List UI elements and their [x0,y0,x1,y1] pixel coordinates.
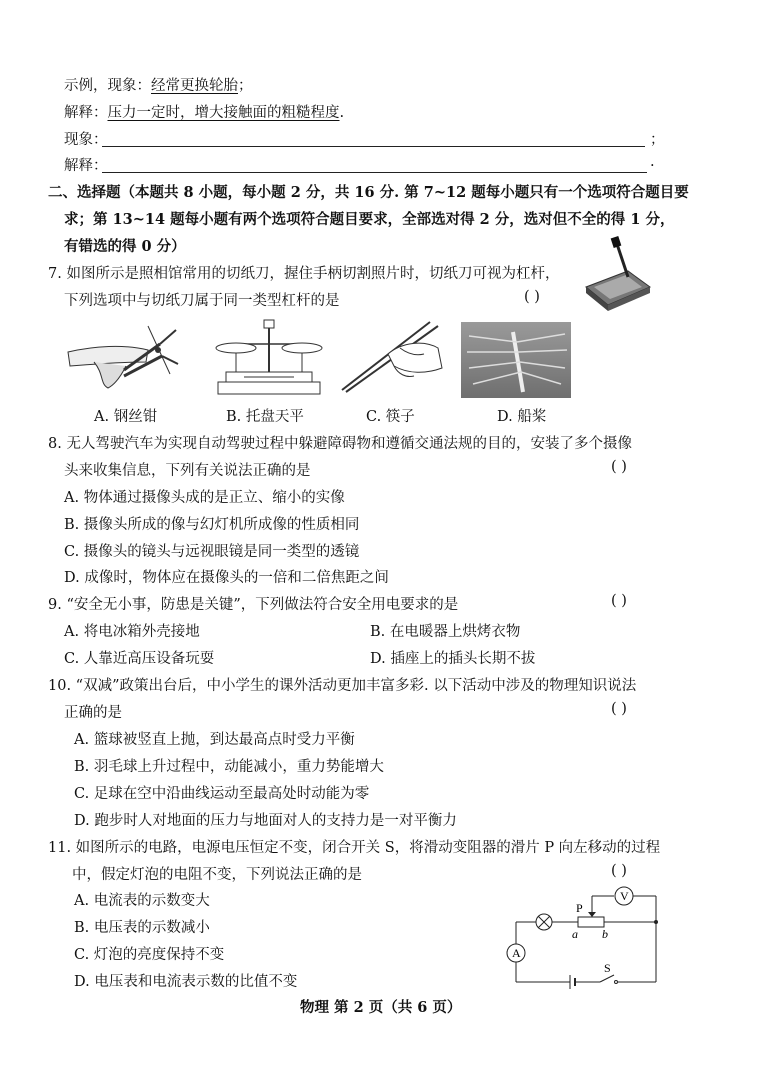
blank-explanation-line[interactable] [102,172,647,173]
q7-option-a[interactable]: A. 钢丝钳 [94,409,158,425]
q7-option-b[interactable]: B. 托盘天平 [226,409,304,425]
slider-p-label: P [576,901,583,915]
q8-option-a[interactable]: A. 物体通过摄像头成的是正立、缩小的实像 [64,490,345,506]
q10-stem-2: 正确的是 [64,705,122,721]
chopsticks-image [338,318,448,398]
q7-answer-paren[interactable]: ( ) [524,289,540,305]
example-explanation: 压力一定时，增大接触面的粗糙程度 [107,105,340,121]
blank-phenomenon-line[interactable] [102,146,645,147]
punct: . [339,105,345,121]
q10-option-b[interactable]: B. 羽毛球上升过程中，动能减小，重力势能增大 [74,759,384,775]
q9-option-a[interactable]: A. 将电冰箱外壳接地 [64,624,200,640]
circuit-diagram [500,880,665,990]
terminal-b-label: b [602,927,608,941]
q11-option-c[interactable]: C. 灯泡的亮度保持不变 [74,947,225,963]
voltmeter-label: V [620,889,629,903]
example-phenomenon: 经常更换轮胎 [151,78,238,94]
example-label: 示例，现象： [64,78,151,94]
q8-option-b[interactable]: B. 摄像头所成的像与幻灯机所成像的性质相同 [64,517,360,533]
q7-option-c[interactable]: C. 筷子 [366,409,415,425]
q9-answer-paren[interactable]: ( ) [611,593,627,609]
terminal-a-label: a [572,927,578,941]
example-line-1 [64,74,253,95]
q11-option-d[interactable]: D. 电压表和电流表示数的比值不变 [74,974,298,990]
blank-explanation-end: . [650,154,655,170]
q8-option-c[interactable]: C. 摄像头的镜头与远视眼镜是同一类型的透镜 [64,544,360,560]
section2-line-1: 二、选择题（本题共 8 小题，每小题 2 分，共 16 分. 第 7~12 题每小题只有一个选项符合题目要 [48,184,689,201]
rheostat-icon [578,917,604,927]
q11-stem-2: 中，假定灯泡的电阻不变，下列说法正确的是 [72,867,362,883]
paper-cutter-image [576,235,656,315]
ammeter-label: A [512,946,521,960]
slider-arrow-icon [588,912,596,917]
explanation-label: 解释： [64,105,108,121]
q7-stem-1: 7. 如图所示是照相馆常用的切纸刀，握住手柄切割照片时，切纸刀可视为杠杆， [48,266,560,282]
q11-option-b[interactable]: B. 电压表的示数减小 [74,920,210,936]
q8-stem-2: 头来收集信息，下列有关说法正确的是 [64,463,311,479]
q10-option-d[interactable]: D. 跑步时人对地面的压力与地面对人的支持力是一对平衡力 [74,813,457,829]
q8-stem-1: 8. 无人驾驶汽车为实现自动驾驶过程中躲避障碍物和遵循交通法规的目的，安装了多个摄像 [48,436,632,452]
q9-option-b[interactable]: B. 在电暖器上烘烤衣物 [370,624,521,640]
q9-option-d[interactable]: D. 插座上的插头长期不拔 [370,651,536,667]
blank-phenomenon-label: 现象： [64,132,108,148]
q7-stem-2: 下列选项中与切纸刀属于同一类型杠杆的是 [64,293,340,309]
pliers-image [64,322,184,398]
switch-icon [600,975,614,982]
balance-scale-image [214,316,324,398]
q11-option-a[interactable]: A. 电流表的示数变大 [74,893,210,909]
q7-option-d[interactable]: D. 船桨 [497,409,547,425]
rowing-oar-image [461,322,571,398]
q11-answer-paren[interactable]: ( ) [611,863,627,879]
q10-option-a[interactable]: A. 篮球被竖直上抛，到达最高点时受力平衡 [74,732,355,748]
q11-stem-1: 11. 如图所示的电路，电源电压恒定不变，闭合开关 S，将滑动变阻器的滑片 P 向左移动的过程 [48,840,661,856]
switch-s-label: S [604,961,611,975]
q8-answer-paren[interactable]: ( ) [611,459,627,475]
q10-stem-1: 10. “双减”政策出台后，中小学生的课外活动更加丰富多彩. 以下活动中涉及的物理知识说法 [48,678,637,694]
blank-explanation-label: 解释： [64,158,108,174]
q8-option-d[interactable]: D. 成像时，物体应在摄像头的一倍和二倍焦距之间 [64,570,389,586]
blank-phenomenon-end: ； [650,132,665,148]
q9-option-c[interactable]: C. 人靠近高压设备玩耍 [64,651,215,667]
q9-stem: 9. “安全无小事，防患是关键”，下列做法符合安全用电要求的是 [48,597,459,613]
q10-answer-paren[interactable]: ( ) [611,701,627,717]
example-line-2 [64,101,344,122]
q10-option-c[interactable]: C. 足球在空中沿曲线运动至最高处时动能为零 [74,786,370,802]
section2-line-3: 有错选的得 0 分） [64,238,186,255]
punct: ； [238,78,253,94]
page-footer: 物理 第 2 页（共 6 页） [300,999,462,1016]
section2-line-2: 求；第 13~14 题每小题有两个选项符合题目要求，全部选对得 2 分，选对但不全的得 1 分， [64,211,675,228]
